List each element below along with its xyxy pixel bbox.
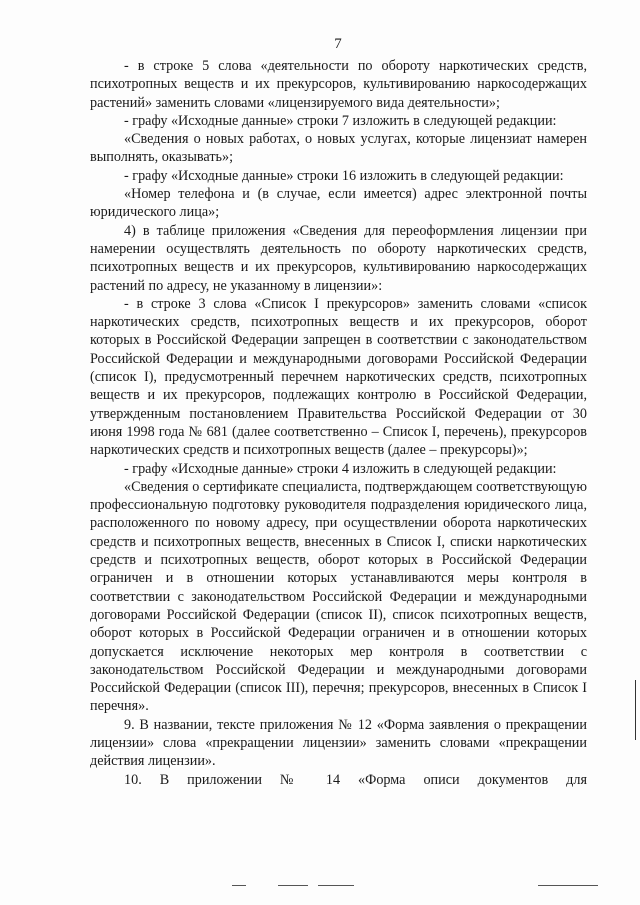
paragraph-item-16-column: - графу «Исходные данные» строки 16 изложить в следующей редакции: [124, 167, 564, 184]
scan-footer-artifact [0, 884, 640, 888]
paragraph-item-7-column: - графу «Исходные данные» строки 7 изложить в следующей редакции: [124, 112, 557, 129]
page-number: 7 [334, 36, 342, 52]
paragraph-item-16-text: «Номер телефона и (в случае, если имеется) адрес электронной почты юридического лица»; [90, 186, 587, 221]
paragraph-item-7-text: «Сведения о новых работах, о новых услугах, которые лицензиат намерен выполнять, оказывать»; [90, 131, 587, 166]
paragraph-point-9: 9. В названии, тексте приложения № 12 «Форма заявления о прекращении лицензии» слова «прекращении лицензии» заменить словами «прекращении действия лицензии». [90, 716, 587, 770]
paragraph-item-5-amendment: - в строке 5 слова «деятельности по обороту наркотических средств, психотропных веществ и их прекурсоров, культивированию наркосодержащих растений» заменить словами «лицензируемого вида деятельности»; [90, 58, 587, 111]
paragraph-point-4: 4) в таблице приложения «Сведения для переоформления лицензии при намерении осуществлять деятельность по обороту наркотических средств, психотропных веществ и их прекурсоров, культивированию наркосодержащих растений по адресу, не указанному в лицензии»: [90, 222, 587, 294]
document-body [90, 57, 587, 789]
scan-edge-artifact [634, 0, 640, 905]
paragraph-row-4-column: - графу «Исходные данные» строки 4 изложить в следующей редакции: [124, 460, 557, 477]
paragraph-row-3-amendment: - в строке 3 слова «Список I прекурсоров» заменить словами «список наркотических средств, психотропных веществ и их прекурсоров, оборот которых в Российской Федерации запрещен в соответствии с законодательством Российской Федерации и международными договорами Российской Федерации (список I), предусмотренный перечнем наркотических средств, психотропных веществ и их прекурсоров, подлежащих контролю в Российской Федерации, утвержденным постановлением Правительства Российской Федерации от 30 июня 1998 года № 681 (далее соответственно – Список I, перечень), прекурсоров наркотических средств и психотропных веществ (далее – прекурсоры)»; [90, 295, 587, 459]
paragraph-row-4-text: «Сведения о сертификате специалиста, подтверждающем соответствующую профессиональную подготовку руководителя подразделения юридического лица, расположенного по новому адресу, при осуществлении оборота наркотических средств и психотропных веществ, внесенных в Список I, списки наркотических средств и психотропных веществ, оборот которых в Российской Федерации ограничен и в отношении которых устанавливаются меры контроля в соответствии с законодательством Российской Федерации и международными договорами Российской Федерации (список II), список психотропных веществ, оборот которых в Российской Федерации ограничен и в отношении которых допускается исключение некоторых мер контроля в соответствии с законодательством Российской Федерации и международными договорами Российской Федерации (список III), перечня; прекурсоров, внесенных в Список I перечня». [90, 478, 587, 715]
paragraph-point-10: 10. В приложении № 14 «Форма описи документов для [124, 771, 587, 788]
